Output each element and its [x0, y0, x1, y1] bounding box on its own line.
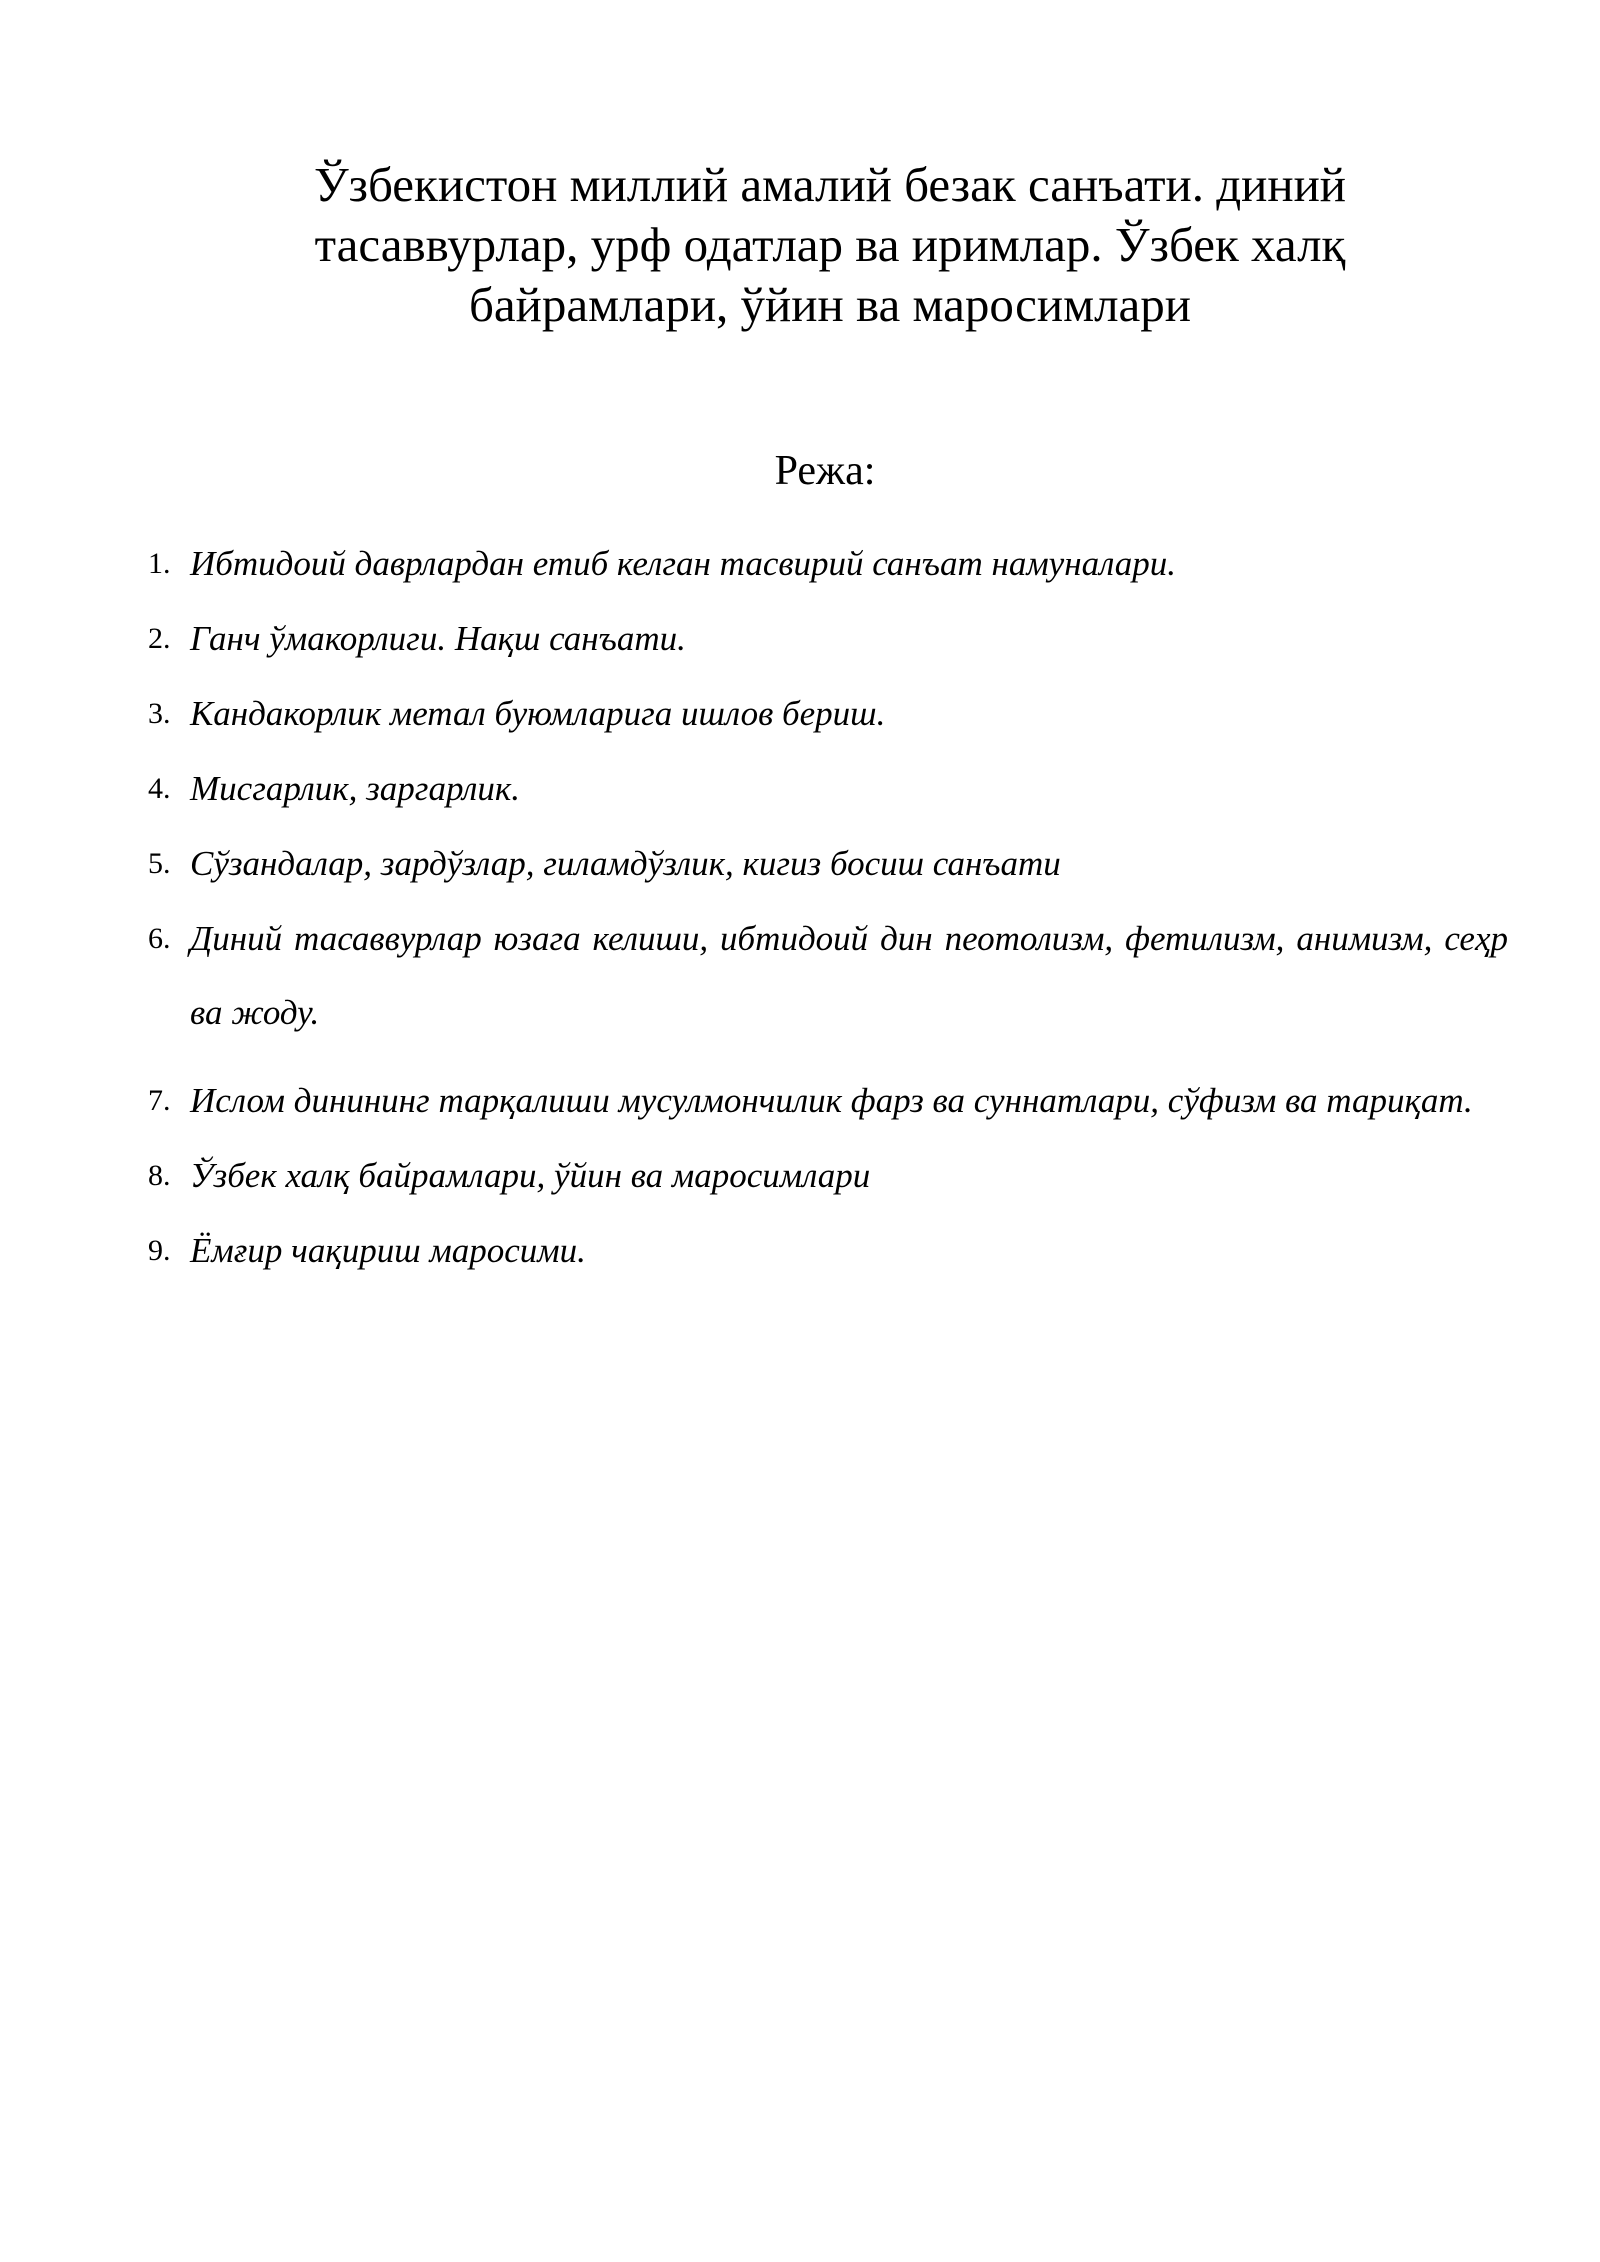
- plan-item: [148, 765, 1508, 813]
- plan-item-number: 2.: [148, 622, 171, 655]
- title-line: Ўзбекистон миллий амалий безак санъати. диний: [313, 157, 1347, 212]
- plan-item-text: Мисгарлик, заргарлик.: [190, 769, 521, 808]
- plan-item-number: 8.: [148, 1159, 171, 1192]
- plan-item: [148, 902, 1508, 1050]
- plan-item-text: Кандакорлик метал буюмларига ишлов бериш.: [190, 694, 886, 733]
- plan-item-text: Сўзандалар, зардўзлар, гиламдўзлик, кигиз босиш санъати: [190, 844, 1061, 883]
- plan-item-number: 3.: [148, 697, 171, 730]
- plan-item-number: 1.: [148, 547, 171, 580]
- plan-item: [148, 1064, 1508, 1138]
- plan-item-text: Ислом динининг тарқалиши мусулмончилик фарз ва суннатлари, сўфизм ва тариқат.: [190, 1081, 1473, 1120]
- plan-heading: Режа:: [774, 448, 876, 494]
- plan-item: [148, 615, 1508, 663]
- plan-item: [148, 690, 1508, 738]
- plan-item-text: Ўзбек халқ байрамлари, ўйин ва маросимлари: [190, 1156, 871, 1195]
- plan-item: [148, 1227, 1508, 1275]
- plan-item-text: Ганч ўмакорлиги. Нақш санъати.: [190, 619, 686, 658]
- plan-item-number: 5.: [148, 847, 171, 880]
- plan-item-text: Диний тасаввурлар юзага келиши, ибтидоий дин пеотолизм, фетилизм, анимизм, сеҳр ва жоду.: [190, 919, 1508, 1032]
- plan-item-number: 4.: [148, 772, 171, 805]
- document-title: [150, 155, 1510, 335]
- plan-item-number: 7.: [148, 1084, 171, 1117]
- plan-item-number: 9.: [148, 1234, 171, 1267]
- plan-item-text: Ёмғир чақириш маросими.: [190, 1231, 586, 1270]
- plan-item-number: 6.: [148, 922, 171, 955]
- plan-item: [148, 840, 1508, 888]
- plan-list: [148, 540, 1508, 1302]
- plan-item-text: Ибтидоий даврлардан етиб келган тасвирий санъат намуналари.: [190, 544, 1177, 583]
- plan-item: [148, 540, 1508, 588]
- title-line: байрамлари, ўйин ва маросимлари: [468, 277, 1192, 332]
- title-line: тасаввурлар, урф одатлар ва иримлар. Ўзбек халқ: [314, 217, 1346, 272]
- plan-item: [148, 1152, 1508, 1200]
